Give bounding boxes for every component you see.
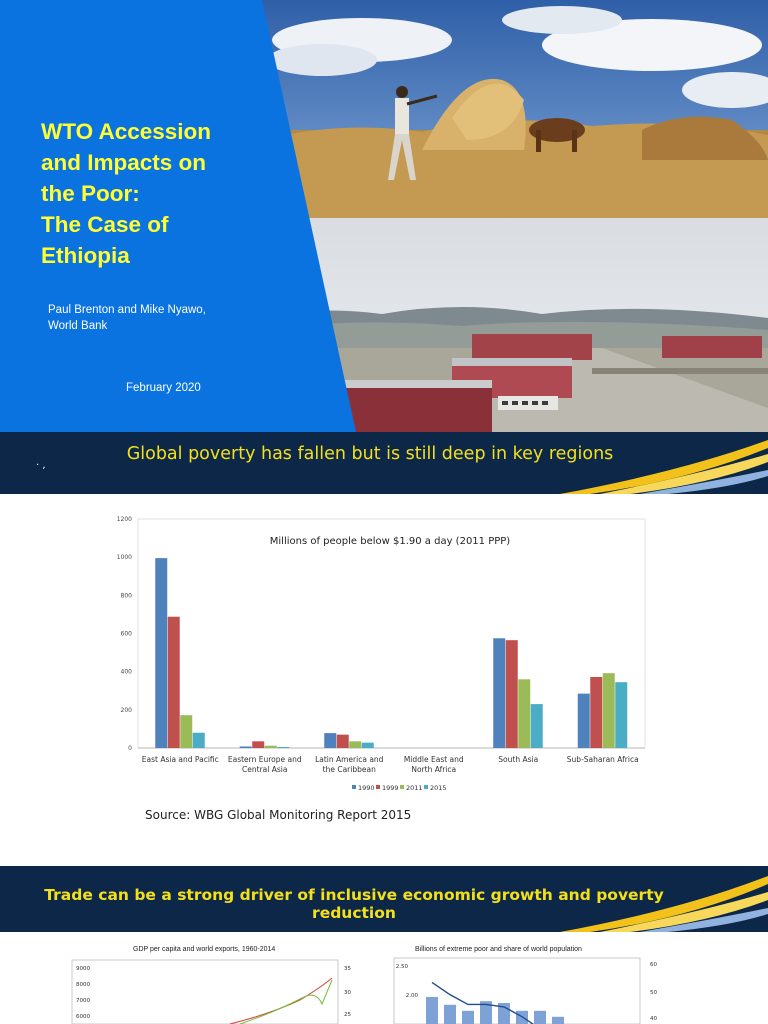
bar bbox=[277, 747, 289, 748]
gdp-right-tick: 30 bbox=[344, 990, 351, 996]
category-label: East Asia and Pacific bbox=[141, 755, 219, 764]
poor-bar bbox=[534, 1011, 546, 1024]
poor-right-tick: 50 bbox=[650, 990, 657, 996]
poor-left-tick: 2.50 bbox=[395, 964, 408, 970]
bar bbox=[493, 638, 505, 748]
plot-area bbox=[138, 519, 645, 748]
y-tick-label: 0 bbox=[128, 745, 132, 752]
y-tick-label: 1200 bbox=[116, 516, 132, 523]
bar bbox=[362, 743, 374, 748]
category-label: Latin America and bbox=[315, 755, 384, 764]
bar bbox=[578, 694, 590, 748]
poverty-slide bbox=[0, 432, 768, 852]
slide-title: Trade can be a strong driver of inclusive economic growth and poverty reduction bbox=[44, 886, 664, 922]
gdp-right-tick: 35 bbox=[344, 966, 351, 972]
bar bbox=[240, 746, 252, 748]
chart-title: Millions of people below $1.90 a day (2011 PPP) bbox=[269, 536, 511, 547]
category-label: North Africa bbox=[411, 765, 457, 774]
gdp-left-tick: 7000 bbox=[76, 998, 90, 1004]
presentation-date: February 2020 bbox=[126, 382, 201, 394]
poverty-bar-chart bbox=[0, 494, 768, 804]
slide-title: Global poverty has fallen but is still deep in key regions bbox=[126, 444, 614, 464]
legend-swatch bbox=[424, 785, 428, 789]
poor-bar bbox=[552, 1017, 564, 1024]
category-label: South Asia bbox=[498, 755, 539, 764]
bar bbox=[265, 746, 277, 748]
gdp-chart-title: GDP per capita and world exports, 1960-2014 bbox=[133, 946, 276, 953]
slide-mark: · , bbox=[36, 460, 46, 471]
legend-label: 2015 bbox=[430, 784, 447, 792]
bar bbox=[615, 682, 627, 748]
bar bbox=[518, 679, 530, 748]
gdp-left-tick: 8000 bbox=[76, 982, 90, 988]
category-label: the Caribbean bbox=[322, 765, 376, 774]
legend-label: 1990 bbox=[358, 784, 375, 792]
poor-left-tick: 2.00 bbox=[405, 993, 418, 999]
legend-swatch bbox=[376, 785, 380, 789]
category-label: Middle East and bbox=[403, 755, 464, 764]
legend-label: 2011 bbox=[406, 784, 423, 792]
gdp-left-tick: 9000 bbox=[76, 966, 90, 972]
gdp-line bbox=[230, 978, 332, 1024]
title-slide bbox=[0, 0, 768, 432]
y-tick-label: 600 bbox=[120, 630, 132, 638]
poor-bar bbox=[426, 997, 438, 1024]
legend-swatch bbox=[400, 785, 404, 789]
bar bbox=[252, 741, 264, 748]
legend-swatch bbox=[352, 785, 356, 789]
gdp-left-tick: 6000 bbox=[76, 1014, 90, 1020]
y-tick-label: 400 bbox=[120, 668, 132, 676]
poor-right-tick: 60 bbox=[650, 962, 657, 968]
bar bbox=[506, 640, 518, 748]
bar bbox=[180, 715, 192, 748]
poor-bar bbox=[462, 1011, 474, 1024]
category-label: Sub-Saharan Africa bbox=[566, 755, 639, 764]
category-label: Eastern Europe and bbox=[227, 755, 302, 764]
bar bbox=[155, 558, 167, 748]
y-tick-label: 1000 bbox=[116, 554, 132, 562]
slide-banner bbox=[0, 866, 768, 932]
bar bbox=[531, 704, 543, 748]
bar bbox=[337, 735, 349, 748]
bar bbox=[324, 733, 336, 748]
extreme-poor-chart bbox=[390, 954, 690, 1024]
y-tick-label: 200 bbox=[120, 706, 132, 714]
trade-slide bbox=[0, 866, 768, 1024]
bar bbox=[603, 673, 615, 748]
gdp-right-tick: 25 bbox=[344, 1012, 351, 1018]
bar bbox=[590, 677, 602, 748]
presentation-title: WTO Accession and Impacts on the Poor: The Case of Ethiopia bbox=[41, 119, 212, 268]
poor-bar bbox=[444, 1005, 456, 1024]
bar bbox=[168, 617, 180, 748]
slide-banner bbox=[0, 432, 768, 494]
legend-label: 1999 bbox=[382, 784, 399, 792]
poor-chart-title: Billions of extreme poor and share of world population bbox=[415, 946, 582, 953]
y-tick-label: 800 bbox=[120, 592, 132, 600]
gdp-exports-chart bbox=[60, 954, 370, 1024]
authors: Paul Brenton and Mike Nyawo, World Bank bbox=[48, 304, 206, 332]
category-label: Central Asia bbox=[242, 765, 288, 774]
chart-source: Source: WBG Global Monitoring Report 2015 bbox=[145, 808, 412, 822]
bar bbox=[349, 741, 361, 748]
poor-right-tick: 40 bbox=[650, 1016, 657, 1022]
bar bbox=[193, 733, 205, 748]
